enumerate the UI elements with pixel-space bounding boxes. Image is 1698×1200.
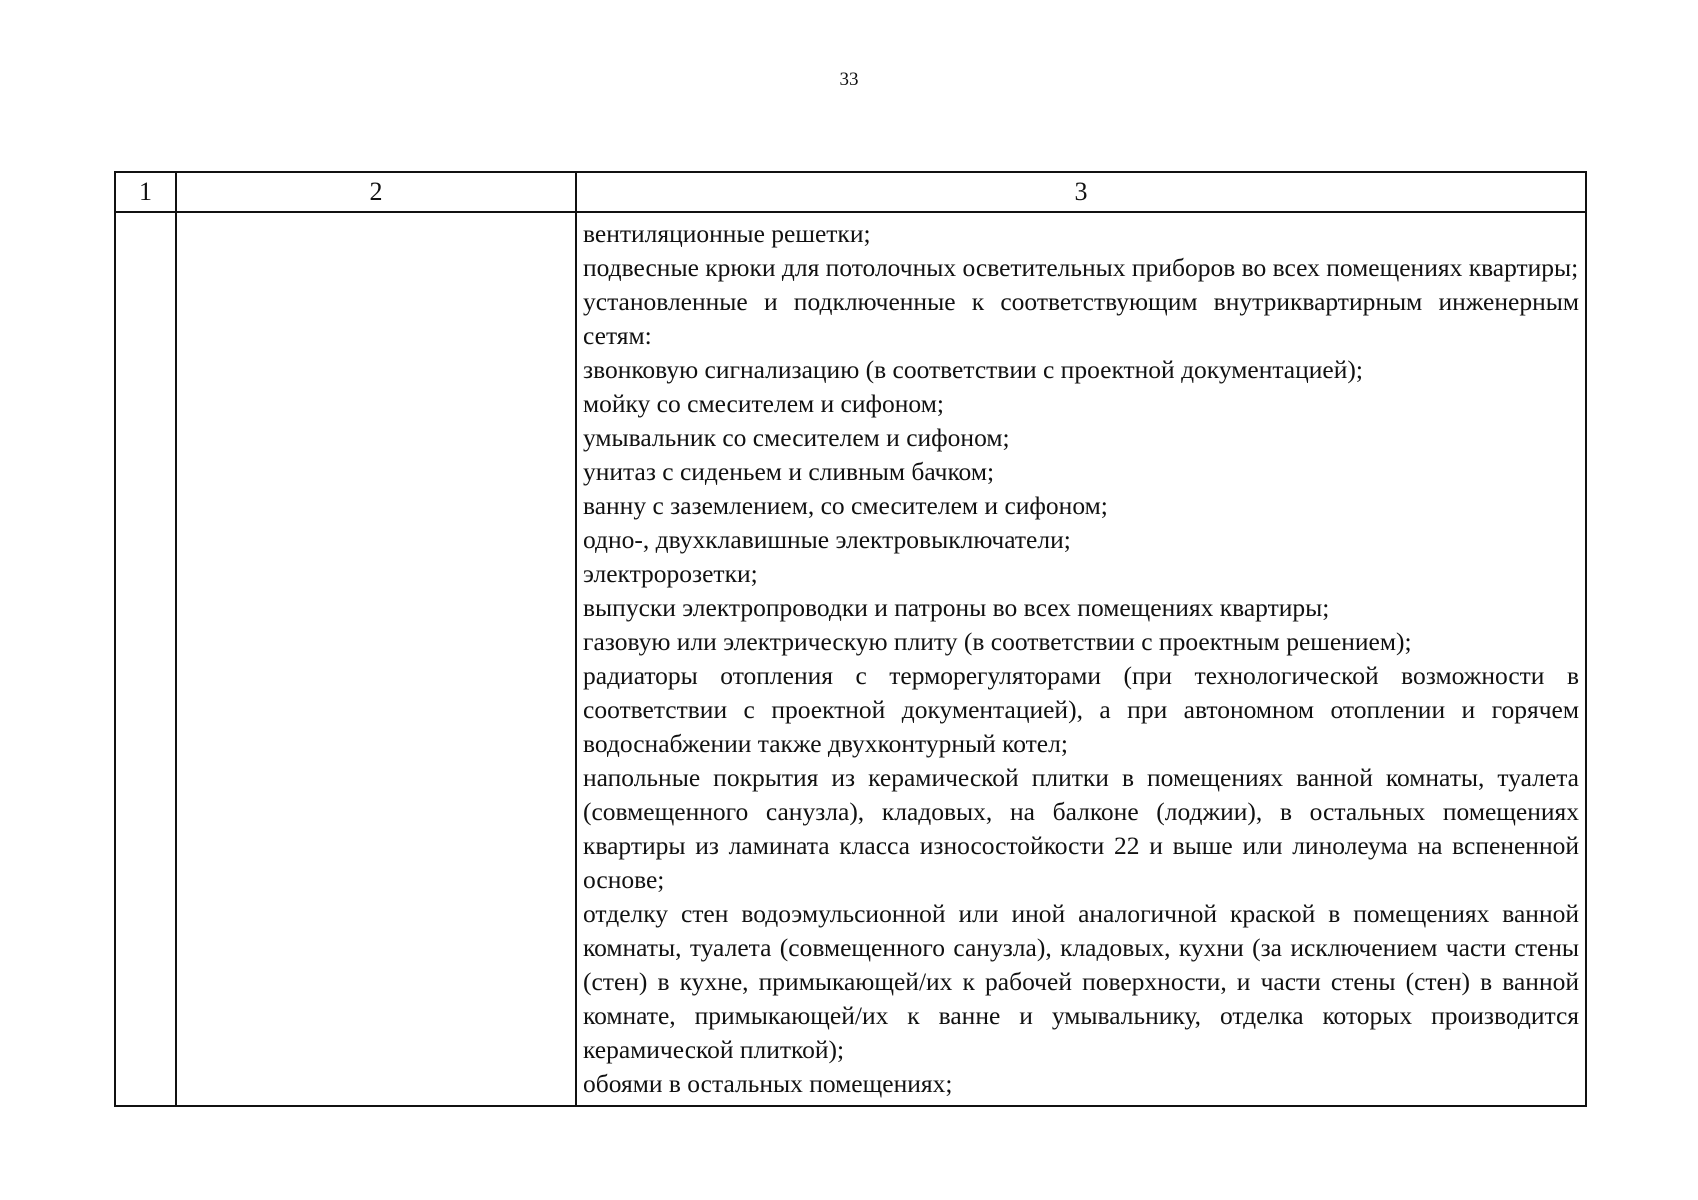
list-item: установленные и подключенные к соответствующим внутриквартирным инженерным сетям: xyxy=(583,287,1579,350)
page-number: 33 xyxy=(839,69,859,90)
table-header-row xyxy=(115,172,1586,212)
column-header-2: 2 xyxy=(176,172,576,212)
list-item: электророзетки; xyxy=(583,559,758,588)
list-item: звонковую сигнализацию (в соответствии с проектной документацией); xyxy=(583,355,1363,384)
list-item: одно-, двухклавишные электровыключатели; xyxy=(583,525,1071,554)
list-item: газовую или электрическую плиту (в соответствии с проектным решением); xyxy=(583,627,1412,656)
list-item: радиаторы отопления с терморегуляторами (при технологической возможности в соответствии с проектной документацией), а при автономном отоплении и горячем водоснабжении также двухконтурный котел; xyxy=(583,661,1579,758)
list-item: обоями в остальных помещениях; xyxy=(583,1069,953,1098)
cell-col3 xyxy=(576,212,1586,1106)
cell-col1 xyxy=(115,212,176,1106)
list-item: вентиляционные решетки; xyxy=(583,219,871,248)
column-header-3: 3 xyxy=(576,172,1586,212)
list-item: отделку стен водоэмульсионной или иной аналогичной краской в помещениях ванной комнаты, туалета (совмещенного санузла), кладовых, кухни (за исключением части стены (стен) в кухне, примыкающей/их к рабочей поверхности, и части стены (стен) в ванной комнате, примыкающей/их к ванне и умывальнику, отделка которых производится керамической плиткой); xyxy=(583,899,1579,1064)
list-item: умывальник со смесителем и сифоном; xyxy=(583,423,1010,452)
list-item: выпуски электропроводки и патроны во всех помещениях квартиры; xyxy=(583,593,1330,622)
cell-col2 xyxy=(176,212,576,1106)
table-row xyxy=(115,212,1586,1106)
list-item: мойку со смесителем и сифоном; xyxy=(583,389,944,418)
list-item: напольные покрытия из керамической плитки в помещениях ванной комнаты, туалета (совмещенного санузла), кладовых, на балконе (лоджии), в остальных помещениях квартиры из ламината класса износостойкости 22 и выше или линолеума на вспененной основе; xyxy=(583,763,1579,894)
column-header-1: 1 xyxy=(115,172,176,212)
list-item: ванну с заземлением, со смесителем и сифоном; xyxy=(583,491,1108,520)
document-table xyxy=(114,171,1587,1107)
list-item: подвесные крюки для потолочных осветительных приборов во всех помещениях квартиры; xyxy=(583,253,1579,282)
list-item: унитаз с сиденьем и сливным бачком; xyxy=(583,457,995,486)
